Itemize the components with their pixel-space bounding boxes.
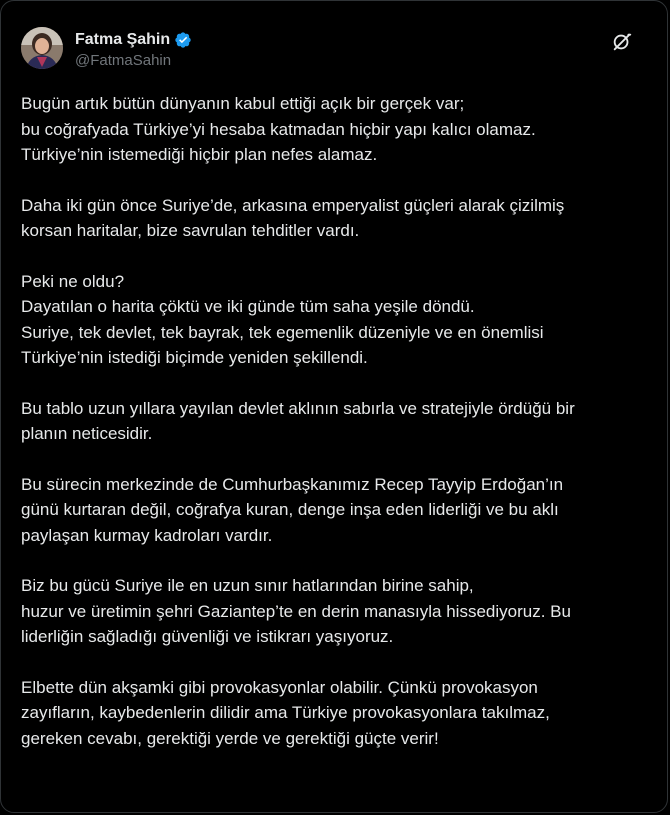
text-line: Bugün artık bütün dünyanın kabul ettiği açık bir gerçek var; [21,94,465,113]
text-line: Dayatılan o harita çöktü ve iki günde tüm saha yeşile döndü. [21,297,475,316]
tweet-paragraph [21,472,651,549]
text-line: Türkiye’nin istemediği hiçbir plan nefes alamaz. [21,145,378,164]
text-line: huzur ve üretimin şehri Gaziantep’te en derin manasıyla hissediyoruz. Bu [21,601,571,621]
text-line: gereken cevabı, gerektiği yerde ve gerektiği güçte verir! [21,728,439,748]
author-display-name[interactable]: Fatma Şahin [75,31,171,48]
tweet-paragraph [21,193,651,244]
tweet-paragraph [21,396,651,447]
text-line: Bu sürecin merkezinde de Cumhurbaşkanımız Recep Tayyip Erdoğan’ın [21,474,564,494]
text-line: bu coğrafyada Türkiye’yi hesaba katmadan hiçbir yapı kalıcı olamaz. [21,119,536,139]
text-line: Suriye, tek devlet, tek bayrak, tek egemenlik düzeniyle ve en önemlisi [21,322,544,342]
tweet-paragraph [21,573,651,650]
tweet-paragraph [21,91,651,168]
text-line: paylaşan kurmay kadroları vardır. [21,525,273,545]
author-handle[interactable]: @FatmaSahin [75,52,172,69]
text-line: zayıfların, kaybedenlerin dilidir ama Türkiye provokasyonlara takılmaz, [21,703,550,722]
author-names [75,30,192,71]
text-line: korsan haritalar, bize savrulan tehditler vardı. [21,221,360,240]
profile-photo-icon [21,27,63,69]
tweet-header [21,21,647,77]
text-line: planın neticesidir. [21,424,153,443]
verified-badge-icon[interactable] [174,31,192,49]
text-line: günü kurtaran değil, coğrafya kuran, denge inşa eden liderliği ve bu aklı [21,500,559,519]
tweet-text [21,91,651,776]
text-line: Daha iki gün önce Suriye’de, arkasına emperyalist güçleri alarak çizilmiş [21,195,565,215]
grok-icon[interactable] [611,31,633,53]
text-line: Bu tablo uzun yıllara yayılan devlet aklının sabırla ve stratejiyle ördüğü bir [21,398,575,418]
tweet-paragraph [21,675,651,752]
text-line: Elbette dün akşamki gibi provokasyonlar olabilir. Çünkü provokasyon [21,677,538,697]
text-line: Biz bu gücü Suriye ile en uzun sınır hatlarından birine sahip, [21,576,474,595]
text-line: Türkiye’nin istediği biçimde yeniden şekillendi. [21,348,368,367]
avatar[interactable] [21,27,63,69]
text-line: liderliğin sağladığı güvenliği ve istikrarı yaşıyoruz. [21,627,394,646]
text-line: Peki ne oldu? [21,271,125,291]
tweet-paragraph [21,269,651,371]
